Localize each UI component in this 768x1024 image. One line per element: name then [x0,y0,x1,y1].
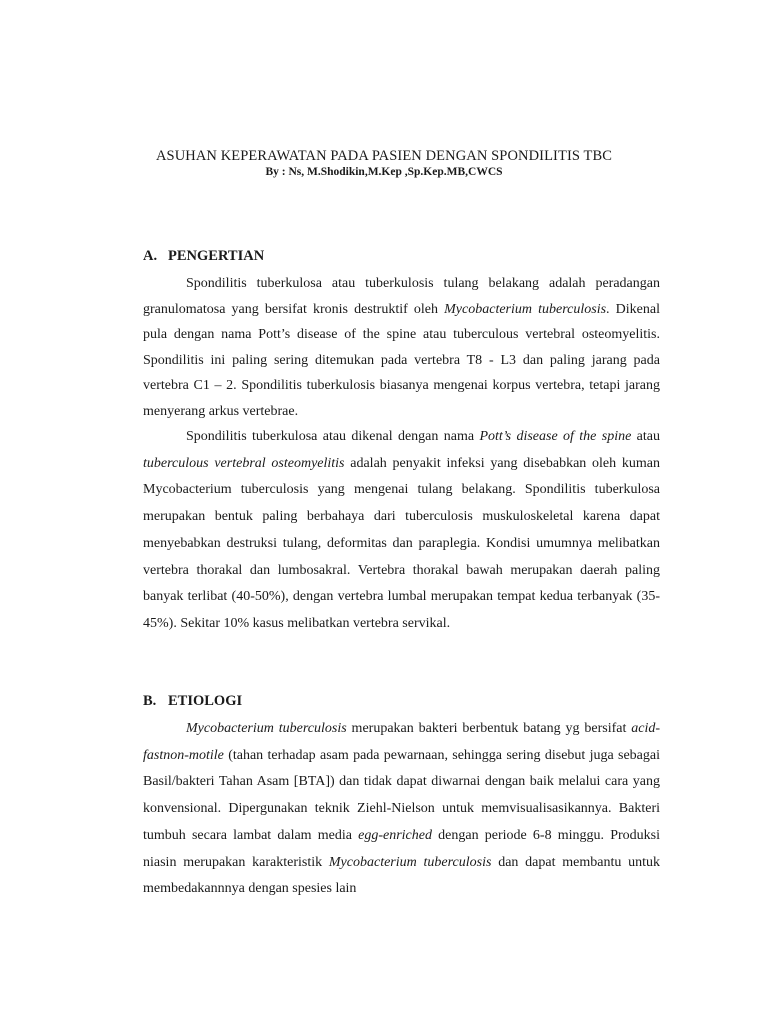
section-letter: B. [143,693,157,709]
paragraph-text: dengan periode 6-8 minggu. Produksi niasin merupakan karakteristik [143,827,660,870]
paragraph-text: (tahan terhadap asam pada pewarnaan, sehingga sering disebut juga sebagai Basil/bakteri Tahan Asam [BTA]) dan tidak dapat diwarnai dengan baik melalui cara yang konvensional. Dipergunakan teknik Ziehl-Nielson untuk memvisualisasikannya. Bakteri tumbuh secara lambat dalam media [143,747,660,843]
section-heading-etiologi [143,693,242,710]
italic-term: acid-fastnon-motile [143,721,660,763]
section-title: PENGERTIAN [168,248,265,264]
paragraph [143,716,660,903]
document-byline: By : Ns, M.Shodikin,M.Kep ,Sp.Kep.MB,CWCS [265,166,503,178]
paragraph-text: merupakan bakteri berbentuk batang yg bersifat [346,721,632,736]
italic-term: Mycobacterium tuberculosis [328,854,492,870]
italic-term: egg-enriched [358,827,432,843]
document-title: ASUHAN KEPERAWATAN PADA PASIEN DENGAN SPONDILITIS TBC [155,148,613,164]
paragraph-text: Spondilitis tuberkulosa atau tuberkulosis tulang belakang adalah peradangan granulomatosa yang bersifat kronis destruktif oleh [143,276,660,317]
paragraph-text: . Dikenal pula dengan nama Pott’s disease of the spine atau tuberculous vertebral osteomyelitis. Spondilitis ini paling sering ditemukan pada vertebra T8 - L3 dan paling jarang pada vertebra C1 – 2. Spondilitis tuberkulosis biasanya mengenai korpus vertebra, tetapi jarang menyerang arkus vertebrae. [143,301,660,419]
paragraph [143,424,660,638]
paragraph [143,271,660,424]
section-letter: A. [143,248,158,264]
paragraph-text: dan dapat membantu untuk membedakannnya dengan spesies lain [143,854,660,897]
italic-term: Mycobacterium tuberculosis [444,301,607,317]
paragraph-text: Spondilitis tuberkulosa atau dikenal dengan nama [186,429,480,444]
paragraph-text: adalah penyakit infeksi yang disebabkan oleh kuman Mycobacterium tuberculosis yang mengenai tulang belakang. Spondilitis tuberkulosa merupakan bentuk paling berbahaya dari tuberculosis muskuloskeletal karena dapat menyebabkan destruksi tulang, deformitas dan paraplegia. Kondisi umumnya melibatkan vertebra thorakal dan lumbosakral. Vertebra thorakal bawah merupakan daerah paling banyak terlibat (40-50%), dengan vertebra lumbal merupakan tempat kedua terbanyak (35-45%). Sekitar 10% kasus melibatkan vertebra servikal. [143,455,660,631]
italic-term: Mycobacterium tuberculosis [186,721,347,736]
section-title: ETIOLOGI [168,693,243,709]
paragraph-text: atau [631,429,660,444]
italic-term: Pott’s disease of the spine [479,429,632,444]
italic-term: tuberculous vertebral osteomyelitis [143,455,345,471]
section-heading-pengertian [143,248,264,265]
